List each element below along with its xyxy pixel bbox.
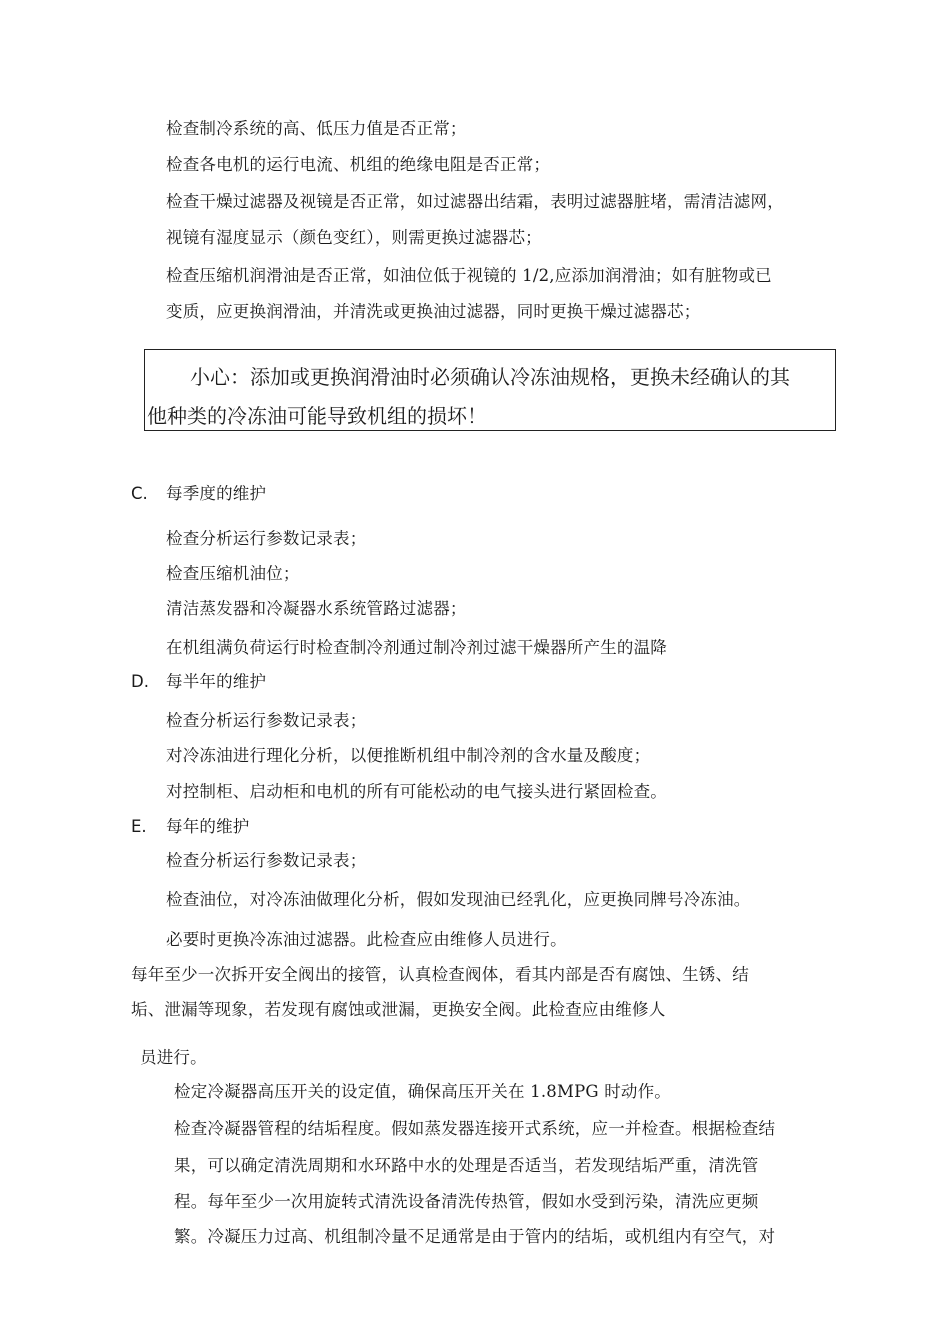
condenser-tubes-line-1: 检查冷凝器管程的结垢程度。假如蒸发器连接开式系统，应一并检查。根据检查结	[174, 1119, 776, 1138]
monthly-item-4-cont: 变质，应更换润滑油，并清洗或更换油过滤器，同时更换干燥过滤器芯；	[166, 302, 701, 321]
condenser-tubes-line-4: 繁。冷凝压力过高、机组制冷量不足通常是由于管内的结垢，或机组内有空气，对	[174, 1227, 776, 1246]
section-d-title: 每半年的维护	[166, 672, 267, 691]
condenser-tubes-line-3: 程。每年至少一次用旋转式清洗设备清洗传热管，假如水受到污染，清洗应更频	[174, 1192, 759, 1211]
condenser-switch-line: 检定冷凝器高压开关的设定值，确保高压开关在 1.8MPG 时动作。	[174, 1082, 672, 1101]
safety-valve-line-3: 员进行。	[140, 1048, 207, 1067]
section-d-item-3: 对控制柜、启动柜和电机的所有可能松动的电气接头进行紧固检查。	[166, 782, 667, 801]
monthly-item-4: 检查压缩机润滑油是否正常，如油位低于视镜的 1/2,应添加润滑油；如有脏物或已	[166, 266, 772, 285]
section-e-item-2: 检查油位，对冷冻油做理化分析，假如发现油已经乳化，应更换同牌号冷冻油。	[166, 890, 751, 909]
caution-box	[144, 349, 836, 431]
section-c-item-3: 清洁蒸发器和冷凝器水系统管路过滤器；	[166, 599, 467, 618]
section-c-letter: C.	[131, 484, 148, 503]
caution-line-2: 他种类的冷冻油可能导致机组的损坏！	[147, 404, 487, 428]
section-c-title: 每季度的维护	[166, 484, 267, 503]
section-d-item-2: 对冷冻油进行理化分析，以便推断机组中制冷剂的含水量及酸度；	[166, 746, 651, 765]
condenser-tubes-line-2: 果，可以确定清洗周期和水环路中水的处理是否适当，若发现结垢严重，清洗管	[174, 1156, 759, 1175]
section-c-item-4: 在机组满负荷运行时检查制冷剂通过制冷剂过滤干燥器所产生的温降	[166, 638, 667, 657]
safety-valve-line-2: 垢、泄漏等现象，若发现有腐蚀或泄漏，更换安全阀。此检查应由维修人	[131, 1000, 666, 1019]
monthly-item-3-cont: 视镜有湿度显示（颜色变红），则需更换过滤器芯；	[166, 228, 542, 247]
monthly-item-1: 检查制冷系统的高、低压力值是否正常；	[166, 119, 467, 138]
section-e-title: 每年的维护	[166, 817, 250, 836]
section-d-letter: D.	[131, 672, 149, 691]
safety-valve-line-1: 每年至少一次拆开安全阀出的接管，认真检查阀体，看其内部是否有腐蚀、生锈、结	[131, 965, 749, 984]
caution-line-1: 小心：添加或更换润滑油时必须确认冷冻油规格，更换未经确认的其	[190, 365, 790, 389]
monthly-item-2: 检查各电机的运行电流、机组的绝缘电阻是否正常；	[166, 155, 551, 174]
section-e-item-3: 必要时更换冷冻油过滤器。此检查应由维修人员进行。	[166, 930, 567, 949]
section-c-item-1: 检查分析运行参数记录表；	[166, 529, 367, 548]
monthly-item-3: 检查干燥过滤器及视镜是否正常，如过滤器出结霜，表明过滤器脏堵，需清洁滤网，	[166, 192, 784, 211]
section-e-letter: E.	[131, 817, 147, 836]
section-d-item-1: 检查分析运行参数记录表；	[166, 711, 367, 730]
section-e-item-1: 检查分析运行参数记录表；	[166, 851, 367, 870]
section-c-item-2: 检查压缩机油位；	[166, 564, 300, 583]
